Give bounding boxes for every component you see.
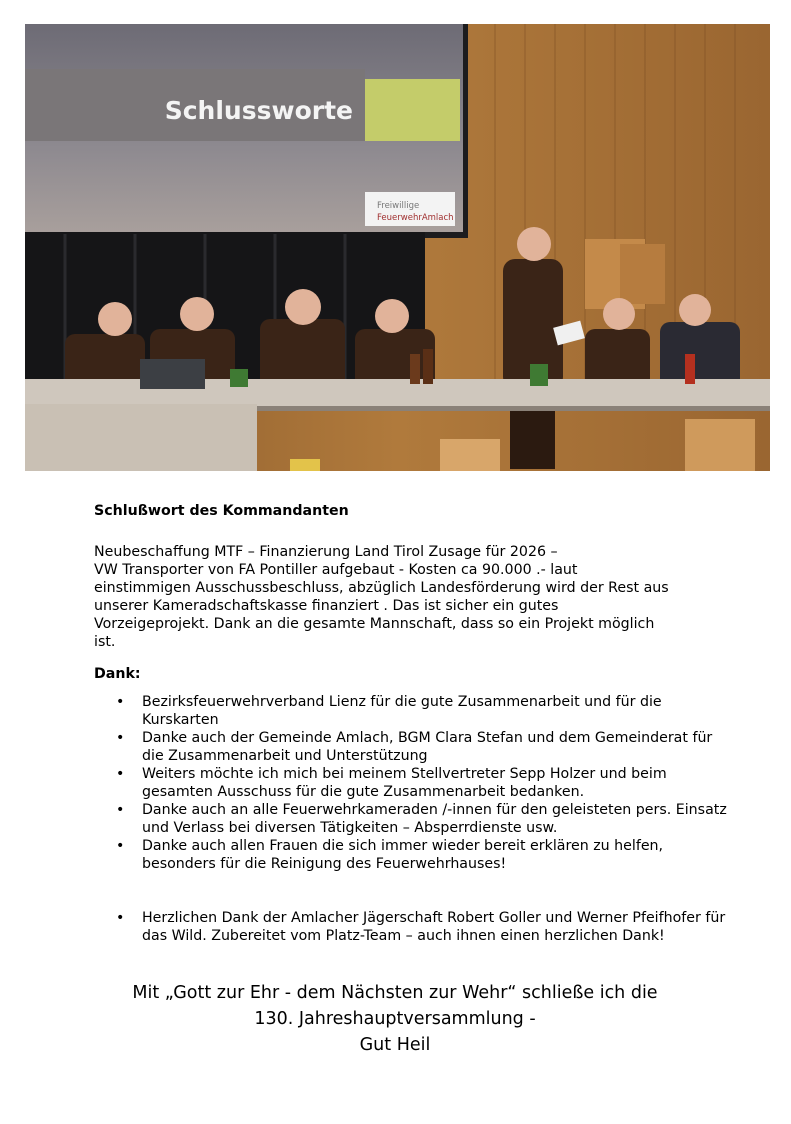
list-item-text: Herzlichen Dank der Amlacher Jägerschaft Robert Goller und Werner Pfeifhofer für das Wild. Zubereitet vom Platz-Team – auch ihnen einen herzlichen Dank! <box>142 910 726 944</box>
slide-title: Schlussworte <box>164 96 353 125</box>
meeting-photo <box>25 24 770 471</box>
list-item-text: Danke auch an alle Feuerwehrkameraden /-innen für den geleisteten pers. Einsatz und Verlass bei diversen Tätigkeiten – Absperrdienste usw. <box>142 802 727 836</box>
thanks-list <box>94 693 734 945</box>
bullet-icon: • <box>116 838 125 854</box>
bullet-icon: • <box>116 766 125 782</box>
bullet-icon: • <box>116 910 125 926</box>
paragraph-line: Neubeschaffung MTF – Finanzierung Land Tirol Zusage für 2026 – <box>94 544 558 560</box>
closing-line: 130. Jahreshauptversammlung - <box>254 1009 536 1029</box>
bullet-icon: • <box>116 730 125 746</box>
bullet-icon: • <box>116 694 125 710</box>
list-item-text: Danke auch der Gemeinde Amlach, BGM Clara Stefan und dem Gemeinderat für die Zusammenarbeit und Unterstützung <box>142 730 713 764</box>
document-body <box>94 502 734 945</box>
list-item-text: Danke auch allen Frauen die sich immer wieder bereit erklären zu helfen, besonders für die Reinigung des Feuerwehrhauses! <box>142 838 664 872</box>
paragraph-line: unserer Kameradschaftskasse finanziert . Das ist sicher ein gutes <box>94 598 559 614</box>
list-item-text: Weiters möchte ich mich bei meinem Stellvertreter Sepp Holzer und beim gesamten Ausschuss für die gute Zusammenarbeit bedanken. <box>142 766 667 800</box>
list-item <box>94 693 734 729</box>
list-item <box>94 837 734 873</box>
logo-text-2: FeuerwehrAmlach <box>377 213 454 223</box>
paragraph-line: einstimmigen Ausschussbeschluss, abzüglich Landesförderung wird der Rest aus <box>94 580 669 596</box>
section-heading: Schlußwort des Kommandanten <box>94 503 349 519</box>
bullet-icon: • <box>116 802 125 818</box>
paragraph-line: Vorzeigeprojekt. Dank an die gesamte Mannschaft, dass so ein Projekt möglich <box>94 616 655 632</box>
dank-label: Dank: <box>94 666 141 682</box>
paragraph-line: VW Transporter von FA Pontiller aufgebaut - Kosten ca 90.000 .- laut <box>94 562 578 578</box>
list-item-text: Bezirksfeuerwehrverband Lienz für die gute Zusammenarbeit und für die Kurskarten <box>142 694 662 728</box>
list-item <box>94 909 734 945</box>
paragraph-line: ist. <box>94 634 116 650</box>
closing-line: Mit „Gott zur Ehr - dem Nächsten zur Wehr“ schließe ich die <box>132 983 658 1003</box>
closing-statement <box>60 980 730 1058</box>
list-item <box>94 801 734 837</box>
closing-line: Gut Heil <box>359 1035 431 1055</box>
list-item <box>94 729 734 765</box>
list-item <box>94 765 734 801</box>
intro-paragraph <box>94 543 734 651</box>
logo-text-1: Freiwillige <box>377 201 420 211</box>
